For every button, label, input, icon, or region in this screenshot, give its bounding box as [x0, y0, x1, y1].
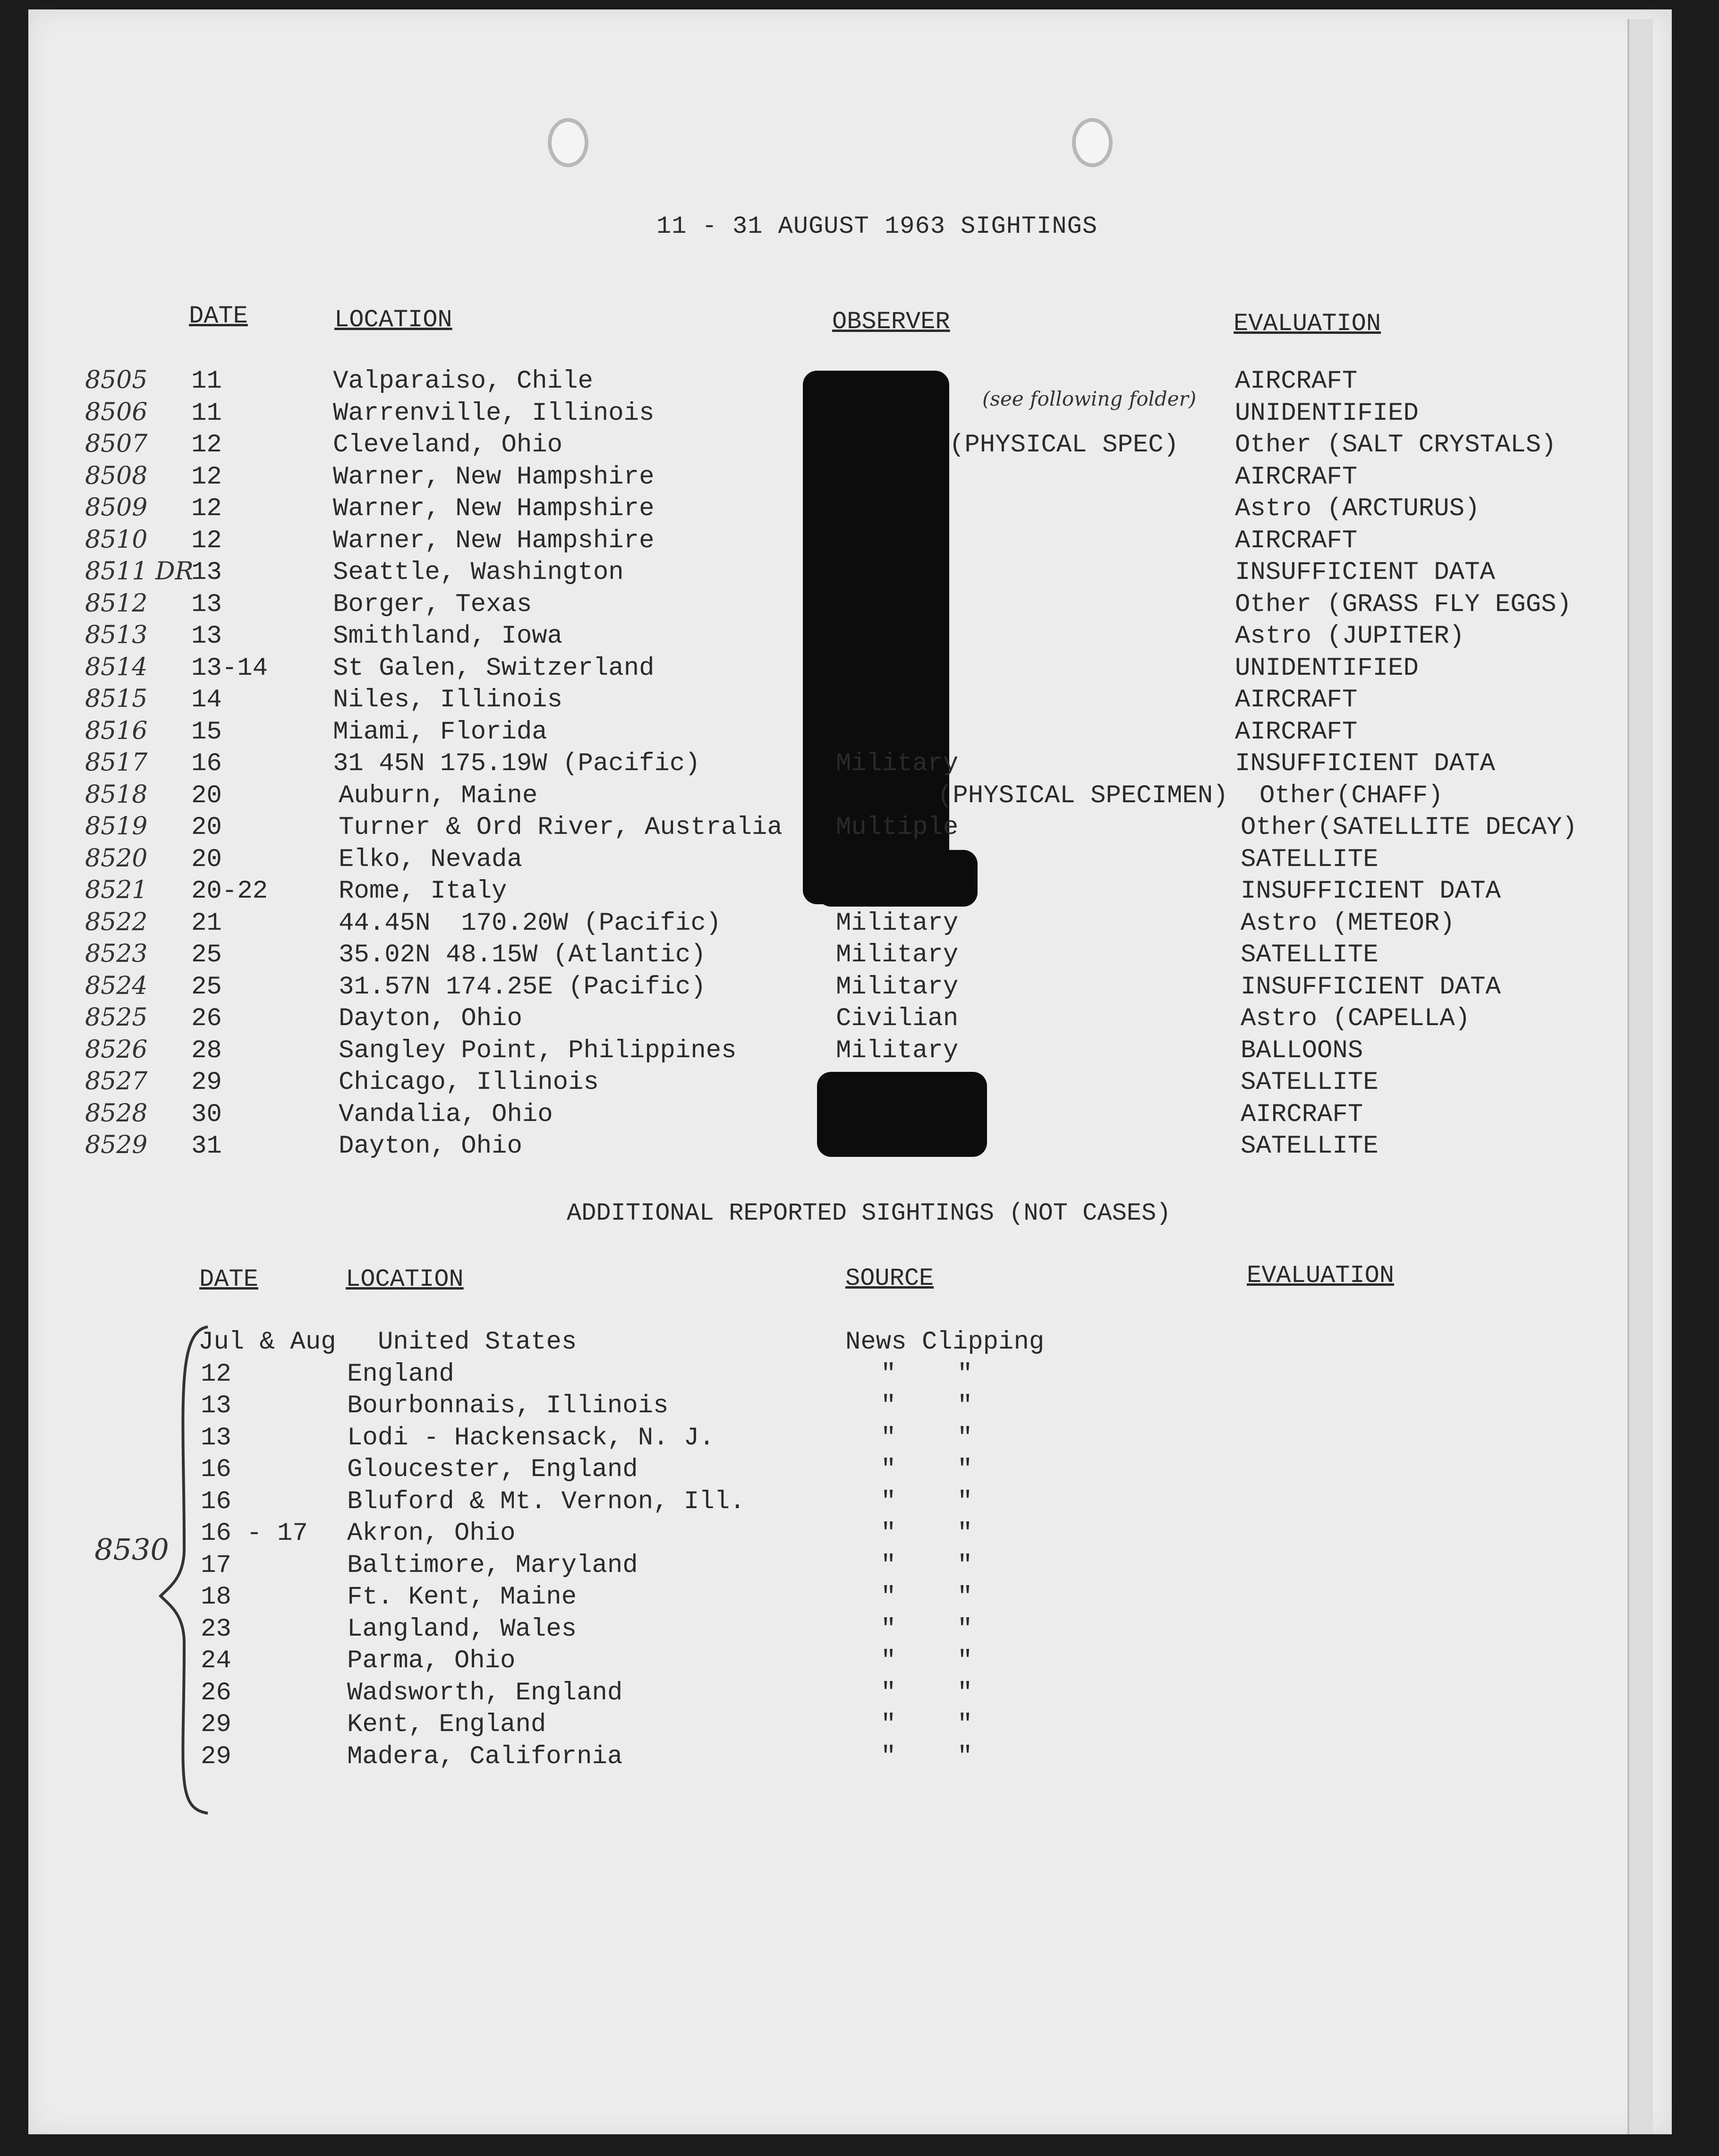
additional-header-date: DATE: [199, 1265, 258, 1293]
case-number: 8526: [85, 1036, 148, 1064]
sighting-evaluation: INSUFFICIENT DATA: [1235, 749, 1495, 778]
case-number: 8521: [85, 876, 148, 904]
additional-source: " ": [881, 1551, 973, 1580]
sighting-date: 16: [191, 749, 222, 778]
sighting-date: 25: [191, 973, 222, 1002]
brace-mark: [156, 1322, 213, 1818]
case-number: 8522: [85, 908, 148, 936]
sighting-date: 12: [191, 494, 222, 523]
sighting-evaluation: Other(CHAFF): [1259, 781, 1443, 810]
sighting-date: 21: [191, 909, 222, 938]
additional-date: 16 - 17: [201, 1519, 308, 1548]
sighting-evaluation: INSUFFICIENT DATA: [1241, 877, 1501, 906]
sighting-location: Warner, New Hampshire: [333, 463, 655, 492]
sighting-observer: Military: [836, 749, 959, 778]
additional-location: Baltimore, Maryland: [347, 1551, 638, 1580]
sighting-observer: (PHYSICAL SPEC): [949, 431, 1179, 459]
case-number: 8529: [85, 1131, 148, 1159]
header-date: DATE: [189, 302, 248, 330]
case-number: 8525: [85, 1003, 148, 1032]
header-evaluation: EVALUATION: [1234, 310, 1381, 338]
additional-location: Bluford & Mt. Vernon, Ill.: [347, 1487, 745, 1516]
sighting-location: Borger, Texas: [333, 590, 532, 619]
additional-location: United States: [378, 1328, 577, 1357]
sighting-observer: Civilian: [836, 1004, 959, 1033]
case-number: 8519: [85, 812, 148, 840]
sighting-location: Rome, Italy: [339, 877, 507, 906]
header-observer: OBSERVER: [832, 308, 950, 336]
additional-source: " ": [881, 1424, 973, 1452]
case-number: 8523: [85, 940, 148, 968]
additional-date: Jul & Aug: [198, 1328, 336, 1357]
case-number: 8507: [85, 430, 148, 458]
punch-hole-right: [1072, 118, 1113, 167]
additional-date: 29: [201, 1742, 231, 1771]
case-number: 8515: [85, 685, 148, 713]
sighting-location: Auburn, Maine: [339, 781, 538, 810]
sighting-location: Valparaiso, Chile: [333, 367, 593, 396]
sighting-location: Warrenville, Illinois: [333, 399, 655, 428]
page-title: 11 - 31 AUGUST 1963 SIGHTINGS: [656, 212, 1098, 240]
redaction-block-elko-rome: [817, 850, 978, 907]
sighting-location: Dayton, Ohio: [339, 1132, 522, 1161]
sighting-evaluation: Astro (JUPITER): [1235, 622, 1465, 651]
case-number: 8509: [85, 493, 148, 522]
sighting-evaluation: Astro (CAPELLA): [1241, 1004, 1471, 1033]
sighting-evaluation: AIRCRAFT: [1235, 686, 1358, 714]
sighting-date: 15: [191, 718, 222, 747]
additional-date: 18: [201, 1583, 231, 1612]
sighting-date: 25: [191, 941, 222, 969]
additional-date: 17: [201, 1551, 231, 1580]
sighting-date: 31: [191, 1132, 222, 1161]
additional-source: " ": [881, 1455, 973, 1484]
sighting-observer: Military: [836, 909, 959, 938]
sighting-observer: (PHYSICAL SPECIMEN): [937, 781, 1228, 810]
sighting-evaluation: Other (GRASS FLY EGGS): [1235, 590, 1572, 619]
additional-header-source: SOURCE: [845, 1265, 934, 1292]
punch-hole-left: [548, 118, 588, 167]
sighting-evaluation: Astro (ARCTURUS): [1235, 494, 1480, 523]
handwritten-case-8530: 8530: [94, 1532, 169, 1567]
sighting-evaluation: AIRCRAFT: [1241, 1100, 1363, 1129]
case-number: 8514: [85, 653, 148, 681]
sighting-evaluation: BALLOONS: [1241, 1036, 1363, 1065]
additional-date: 24: [201, 1647, 231, 1675]
additional-location: Wadsworth, England: [347, 1679, 623, 1707]
sighting-evaluation: SATELLITE: [1241, 845, 1379, 874]
sighting-location: 44.45N 170.20W (Pacific): [339, 909, 722, 938]
additional-source: " ": [881, 1647, 973, 1675]
sighting-location: Smithland, Iowa: [333, 622, 563, 651]
additional-location: Bourbonnais, Illinois: [347, 1392, 669, 1420]
case-number: 8505: [85, 366, 148, 394]
sighting-date: 28: [191, 1036, 222, 1065]
additional-header-evaluation: EVALUATION: [1247, 1262, 1395, 1290]
additional-source: " ": [881, 1615, 973, 1644]
case-number: 8518: [85, 781, 148, 809]
sighting-date: 11: [191, 399, 222, 428]
additional-date: 13: [201, 1424, 231, 1452]
case-number: 8528: [85, 1099, 148, 1128]
sighting-evaluation: INSUFFICIENT DATA: [1241, 973, 1501, 1002]
additional-source: " ": [881, 1710, 973, 1739]
additional-source: " ": [881, 1679, 973, 1707]
sighting-location: Niles, Illinois: [333, 686, 563, 714]
sighting-date: 12: [191, 526, 222, 555]
sighting-date: 20: [191, 845, 222, 874]
sighting-location: Chicago, Illinois: [339, 1068, 599, 1097]
additional-date: 16: [201, 1487, 231, 1516]
additional-location: Gloucester, England: [347, 1455, 638, 1484]
sighting-evaluation: AIRCRAFT: [1235, 463, 1358, 492]
additional-source: " ": [881, 1583, 973, 1612]
sighting-date: 20: [191, 781, 222, 810]
redaction-mark-auburn: [822, 784, 940, 812]
sighting-date: 13: [191, 590, 222, 619]
additional-date: 13: [201, 1392, 231, 1420]
additional-date: 26: [201, 1679, 231, 1707]
sighting-observer: Military: [836, 973, 959, 1002]
case-number: 8511 DR: [85, 557, 194, 586]
sighting-evaluation: Astro (METEOR): [1241, 909, 1455, 938]
additional-title: ADDITIONAL REPORTED SIGHTINGS (NOT CASES): [567, 1199, 1171, 1227]
sighting-location: Vandalia, Ohio: [339, 1100, 553, 1129]
additional-location: Kent, England: [347, 1710, 546, 1739]
sighting-observer: Military: [836, 1036, 959, 1065]
additional-date: 29: [201, 1710, 231, 1739]
case-number: 8517: [85, 748, 148, 777]
sighting-location: 31 45N 175.19W (Pacific): [333, 749, 700, 778]
case-number: 8506: [85, 398, 148, 426]
additional-location: Langland, Wales: [347, 1615, 577, 1644]
additional-source: News Clipping: [845, 1328, 1045, 1357]
sighting-location: Seattle, Washington: [333, 558, 624, 587]
additional-location: England: [347, 1360, 454, 1389]
additional-location: Lodi - Hackensack, N. J.: [347, 1424, 715, 1452]
sighting-evaluation: SATELLITE: [1241, 1068, 1379, 1097]
sighting-location: Dayton, Ohio: [339, 1004, 522, 1033]
additional-date: 12: [201, 1360, 231, 1389]
sighting-evaluation: AIRCRAFT: [1235, 718, 1358, 747]
sighting-date: 14: [191, 686, 222, 714]
additional-date: 16: [201, 1455, 231, 1484]
case-number: 8527: [85, 1067, 148, 1095]
additional-source: " ": [881, 1742, 973, 1771]
additional-source: " ": [881, 1487, 973, 1516]
additional-location: Parma, Ohio: [347, 1647, 516, 1675]
sighting-evaluation: SATELLITE: [1241, 1132, 1379, 1161]
handwritten-annotation: (see following folder): [982, 387, 1197, 410]
sighting-location: Warner, New Hampshire: [333, 494, 655, 523]
additional-header-location: LOCATION: [346, 1265, 464, 1293]
sighting-location: Miami, Florida: [333, 718, 547, 747]
sighting-date: 12: [191, 431, 222, 459]
additional-source: " ": [881, 1519, 973, 1548]
sighting-observer: Multiple: [836, 813, 959, 842]
sighting-location: St Galen, Switzerland: [333, 654, 655, 683]
sighting-evaluation: AIRCRAFT: [1235, 367, 1358, 396]
sighting-date: 13: [191, 558, 222, 587]
sighting-date: 20-22: [191, 877, 268, 906]
sighting-location: Elko, Nevada: [339, 845, 522, 874]
case-number: 8520: [85, 844, 148, 873]
sighting-evaluation: Other (SALT CRYSTALS): [1235, 431, 1557, 459]
sighting-date: 26: [191, 1004, 222, 1033]
additional-location: Akron, Ohio: [347, 1519, 516, 1548]
additional-location: Ft. Kent, Maine: [347, 1583, 577, 1612]
case-number: 8524: [85, 972, 148, 1000]
page-edge: [1627, 19, 1653, 2134]
sighting-date: 11: [191, 367, 222, 396]
header-location: LOCATION: [334, 306, 452, 334]
additional-source: " ": [881, 1392, 973, 1420]
sighting-location: Turner & Ord River, Australia: [339, 813, 783, 842]
sighting-location: Warner, New Hampshire: [333, 526, 655, 555]
sighting-date: 20: [191, 813, 222, 842]
sighting-evaluation: AIRCRAFT: [1235, 526, 1358, 555]
case-number: 8516: [85, 717, 148, 745]
sighting-evaluation: UNIDENTIFIED: [1235, 654, 1419, 683]
case-number: 8510: [85, 526, 148, 554]
sighting-location: 35.02N 48.15W (Atlantic): [339, 941, 706, 969]
additional-date: 23: [201, 1615, 231, 1644]
sighting-date: 13: [191, 622, 222, 651]
sighting-date: 12: [191, 463, 222, 492]
sighting-location: 31.57N 174.25E (Pacific): [339, 973, 706, 1002]
case-number: 8512: [85, 589, 148, 618]
sighting-observer: Military: [836, 941, 959, 969]
sighting-evaluation: Other(SATELLITE DECAY): [1241, 813, 1577, 842]
additional-source: " ": [881, 1360, 973, 1389]
sighting-date: 13-14: [191, 654, 268, 683]
additional-location: Madera, California: [347, 1742, 623, 1771]
sighting-date: 29: [191, 1068, 222, 1097]
case-number: 8513: [85, 621, 148, 649]
sighting-evaluation: INSUFFICIENT DATA: [1235, 558, 1495, 587]
sighting-evaluation: UNIDENTIFIED: [1235, 399, 1419, 428]
sighting-date: 30: [191, 1100, 222, 1129]
case-number: 8508: [85, 462, 148, 490]
redaction-block-lower: [817, 1072, 987, 1157]
sighting-location: Cleveland, Ohio: [333, 431, 563, 459]
sighting-location: Sangley Point, Philippines: [339, 1036, 737, 1065]
sighting-evaluation: SATELLITE: [1241, 941, 1379, 969]
